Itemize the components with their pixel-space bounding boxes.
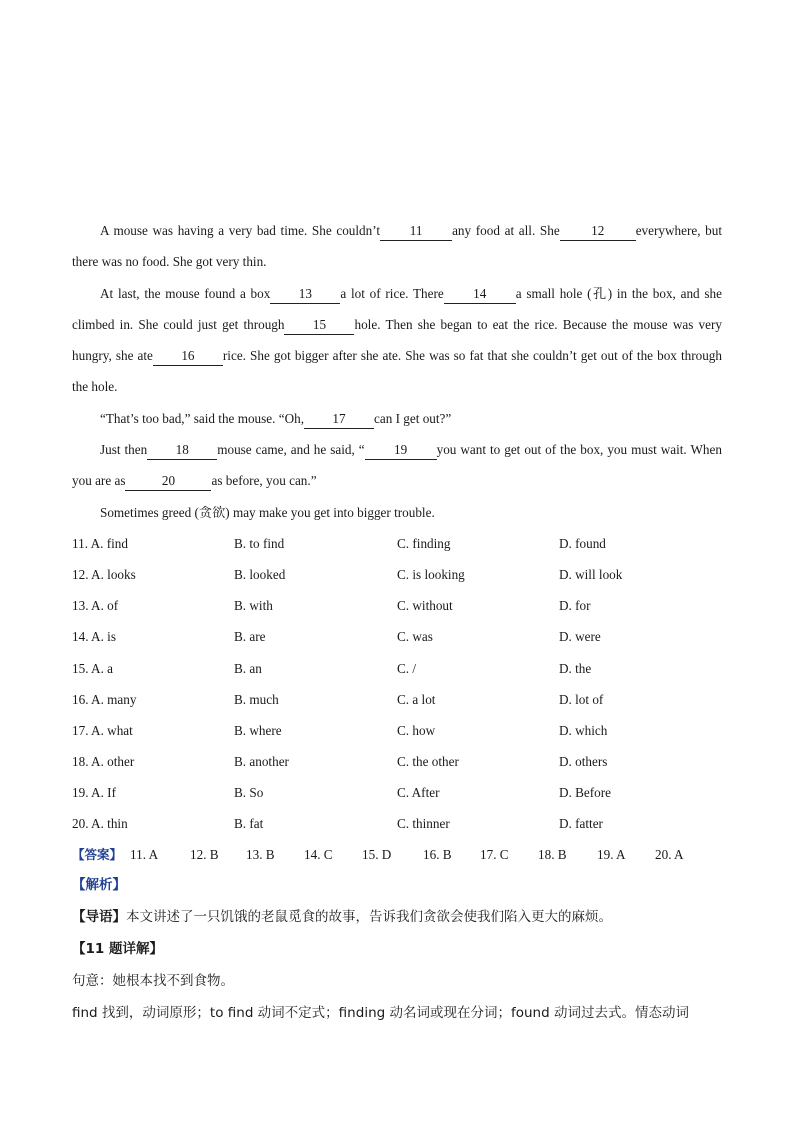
answer-item: 18. B bbox=[538, 847, 567, 862]
option-c[interactable]: C. was bbox=[397, 629, 433, 644]
option-a[interactable]: 12. A. looks bbox=[72, 567, 136, 582]
blank-16[interactable]: 16 bbox=[153, 348, 223, 366]
daoyu-tag: 【导语】 bbox=[72, 909, 126, 925]
question-row-16 bbox=[72, 684, 722, 715]
blank-12[interactable]: 12 bbox=[560, 223, 636, 241]
option-a[interactable]: 13. A. of bbox=[72, 598, 119, 613]
question-row-12 bbox=[72, 559, 722, 590]
option-c[interactable]: C. is looking bbox=[397, 567, 465, 582]
option-a[interactable]: 19. A. If bbox=[72, 785, 116, 800]
option-c[interactable]: C. thinner bbox=[397, 816, 450, 831]
passage-text: a small hole (孔) in the box, and she climbed in. She could just get through bbox=[72, 286, 722, 332]
option-a[interactable]: 18. A. other bbox=[72, 754, 135, 769]
question-row-11 bbox=[72, 528, 722, 559]
answer-item: 15. D bbox=[362, 847, 392, 862]
option-b[interactable]: B. much bbox=[234, 692, 279, 707]
option-c[interactable]: C. finding bbox=[397, 536, 451, 551]
question-row-13 bbox=[72, 590, 722, 621]
answer-item: 19. A bbox=[597, 847, 626, 862]
option-d[interactable]: D. others bbox=[559, 754, 608, 769]
passage-text: can I get out?” bbox=[374, 411, 452, 426]
option-d[interactable]: D. for bbox=[559, 598, 591, 613]
answer-item: 20. A bbox=[655, 847, 684, 862]
q11-detail-heading: 【11 题详解】 bbox=[72, 941, 163, 957]
passage-text: A mouse was having a very bad time. She couldn’t bbox=[100, 223, 381, 238]
option-c[interactable]: C. a lot bbox=[397, 692, 436, 707]
q11-explanation: find 找到，动词原形；to find 动词不定式；finding 动名词或现在分词；found 动词过去式。情态动词 bbox=[72, 1005, 689, 1021]
option-d[interactable]: D. will look bbox=[559, 567, 623, 582]
option-d[interactable]: D. lot of bbox=[559, 692, 604, 707]
option-a[interactable]: 15. A. a bbox=[72, 661, 114, 676]
option-b[interactable]: B. looked bbox=[234, 567, 286, 582]
answer-item: 16. B bbox=[423, 847, 452, 862]
passage-text: “That’s too bad,” said the mouse. “Oh, bbox=[100, 411, 304, 426]
option-c[interactable]: C. the other bbox=[397, 754, 459, 769]
answer-item: 17. C bbox=[480, 847, 509, 862]
option-d[interactable]: D. were bbox=[559, 629, 601, 644]
option-b[interactable]: B. where bbox=[234, 723, 282, 738]
question-row-15 bbox=[72, 653, 722, 684]
option-a[interactable]: 14. A. is bbox=[72, 629, 116, 644]
blank-14[interactable]: 14 bbox=[444, 286, 516, 304]
passage-text: Sometimes greed (贪欲) may make you get into bigger trouble. bbox=[100, 505, 435, 520]
blank-17[interactable]: 17 bbox=[304, 411, 374, 429]
answer-item: 14. C bbox=[304, 847, 333, 862]
passage-text: hole. Then she began to eat the rice. Because the mouse was very hungry, she ate bbox=[72, 317, 722, 363]
daoyu-line bbox=[72, 902, 732, 933]
passage-text: rice. She got bigger after she ate. She was so fat that she couldn’t get out of the box through the hole. bbox=[72, 348, 722, 394]
question-row-14 bbox=[72, 621, 722, 652]
answer-item: 12. B bbox=[190, 847, 219, 862]
option-b[interactable]: B. to find bbox=[234, 536, 285, 551]
option-b[interactable]: B. an bbox=[234, 661, 262, 676]
option-c[interactable]: C. / bbox=[397, 661, 417, 676]
option-b[interactable]: B. So bbox=[234, 785, 264, 800]
option-a[interactable]: 11. A. find bbox=[72, 536, 128, 551]
question-row-19 bbox=[72, 777, 722, 808]
blank-15[interactable]: 15 bbox=[284, 317, 354, 335]
answer-item: 11. A bbox=[130, 847, 159, 862]
option-d[interactable]: D. which bbox=[559, 723, 608, 738]
passage-paragraph-1 bbox=[72, 215, 722, 277]
option-b[interactable]: B. another bbox=[234, 754, 289, 769]
passage-paragraph-2 bbox=[72, 278, 722, 402]
passage-text: you want to get out of the box, you must wait. When you are as bbox=[72, 442, 722, 488]
passage-paragraph-4 bbox=[72, 434, 722, 496]
passage-text: any food at all. She bbox=[452, 223, 560, 238]
passage-text: Just then bbox=[100, 442, 148, 457]
option-a[interactable]: 20. A. thin bbox=[72, 816, 128, 831]
option-c[interactable]: C. without bbox=[397, 598, 453, 613]
option-d[interactable]: D. Before bbox=[559, 785, 611, 800]
question-row-17 bbox=[72, 715, 722, 746]
option-a[interactable]: 17. A. what bbox=[72, 723, 133, 738]
option-c[interactable]: C. After bbox=[397, 785, 440, 800]
blank-18[interactable]: 18 bbox=[147, 442, 217, 460]
passage-text: mouse came, and he said, “ bbox=[217, 442, 365, 457]
answer-key bbox=[72, 839, 722, 870]
option-d[interactable]: D. the bbox=[559, 661, 592, 676]
passage-text: everywhere, but there was no food. She got very thin. bbox=[72, 223, 722, 269]
blank-20[interactable]: 20 bbox=[125, 473, 211, 491]
blank-11[interactable]: 11 bbox=[380, 223, 452, 241]
option-d[interactable]: D. fatter bbox=[559, 816, 603, 831]
analysis-heading: 【解析】 bbox=[72, 877, 126, 893]
option-b[interactable]: B. fat bbox=[234, 816, 264, 831]
passage-paragraph-3 bbox=[72, 403, 722, 434]
option-c[interactable]: C. how bbox=[397, 723, 436, 738]
passage-text: a lot of rice. There bbox=[340, 286, 444, 301]
option-b[interactable]: B. with bbox=[234, 598, 273, 613]
option-b[interactable]: B. are bbox=[234, 629, 266, 644]
option-a[interactable]: 16. A. many bbox=[72, 692, 137, 707]
q11-meaning: 句意：她根本找不到食物。 bbox=[72, 973, 234, 989]
question-row-20 bbox=[72, 808, 722, 839]
passage-text: as before, you can.” bbox=[211, 473, 317, 488]
passage-paragraph-5 bbox=[72, 497, 722, 528]
passage-text: At last, the mouse found a box bbox=[100, 286, 271, 301]
option-d[interactable]: D. found bbox=[559, 536, 606, 551]
blank-19[interactable]: 19 bbox=[365, 442, 437, 460]
answer-item: 13. B bbox=[246, 847, 275, 862]
daoyu-text: 本文讲述了一只饥饿的老鼠觅食的故事，告诉我们贪欲会使我们陷入更大的麻烦。 bbox=[126, 909, 612, 925]
question-row-18 bbox=[72, 746, 722, 777]
answer-tag: 【答案】 bbox=[72, 847, 123, 862]
blank-13[interactable]: 13 bbox=[270, 286, 340, 304]
